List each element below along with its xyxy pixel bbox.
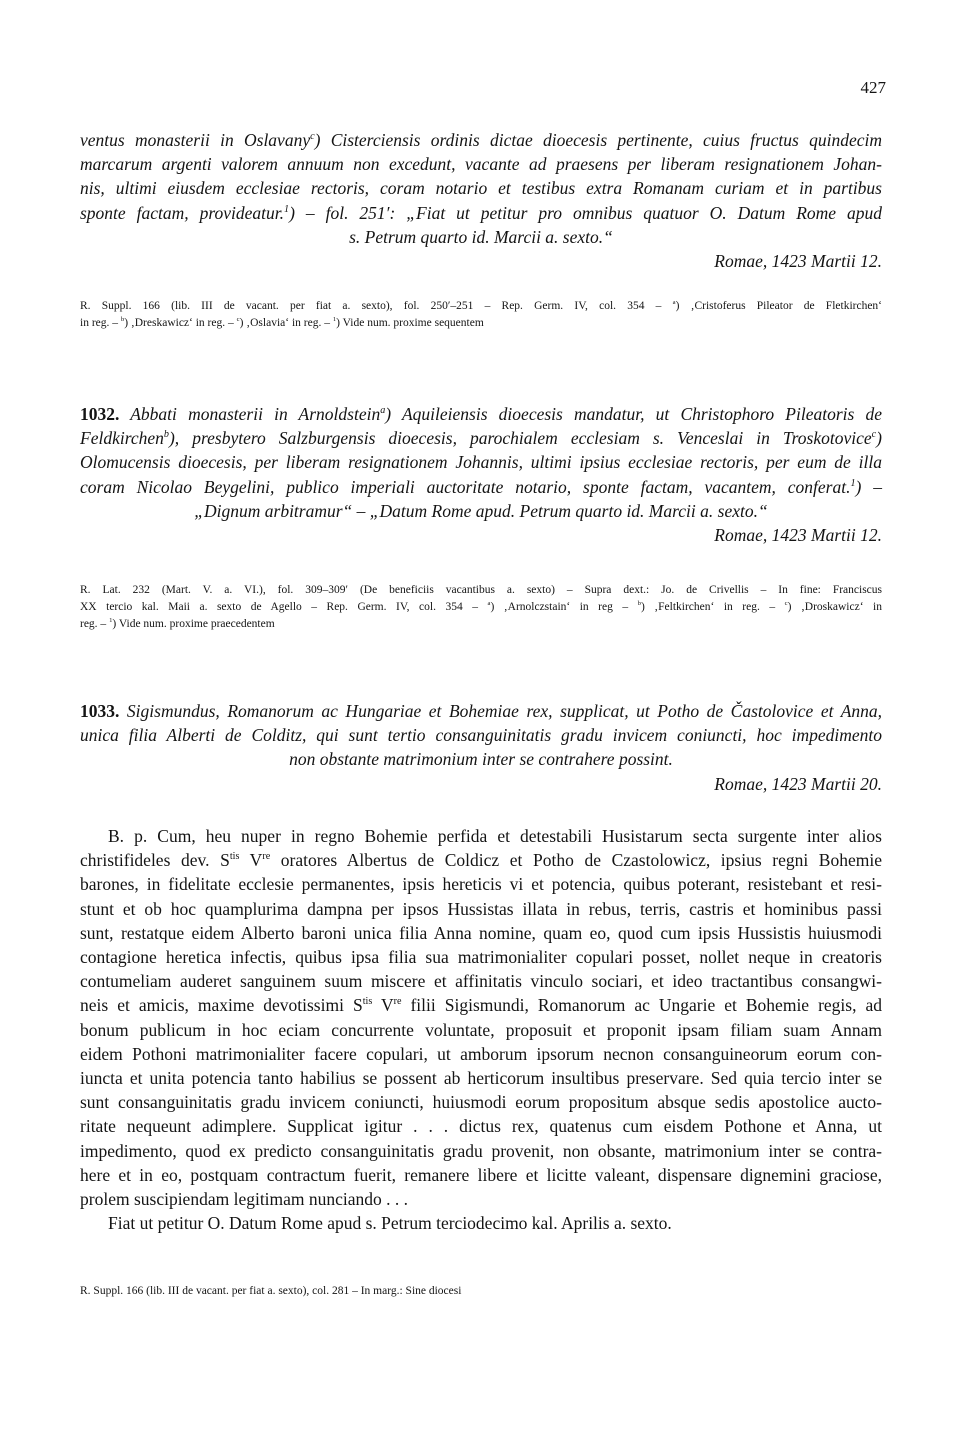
body-line: eidem Pothoni matrimonialiter facere copulari, ut amborum ipsorum necnon consanguineorum eorum con- — [80, 1043, 882, 1064]
footnote-block-1033 — [80, 1283, 882, 1300]
entry-text-line: coram Nicolao Beygelini, publico imperiali auctoritate notario, sponte factam, vacantem, conferat.$^1$) – — [80, 476, 882, 497]
body-line: iuncta et unita potencia tanto habilius se possent ab herticorum insultibus preservare. Sed quia tercio inter se — [80, 1068, 882, 1089]
entry-text-line: Olomucensis dioecesis, per liberam resignationem Johannis, ultimi ipsius ecclesiae rectoris, per eum de illa — [80, 452, 882, 473]
entry-1032 — [80, 402, 882, 547]
entry-date: Romae, 1423 Martii 20. — [714, 773, 882, 794]
entry-date: Romae, 1423 Martii 12. — [714, 251, 882, 272]
footnote-line: reg. – $^1$) Vide num. proxime praecedentem — [80, 617, 275, 630]
entry-text-line: 1032. Abbati monasterii in Arnoldstein$^a$) Aquileiensis dioecesis mandatur, ut Christophoro Pileatoris de — [80, 404, 883, 424]
body-line: sunt consanguinitatis gradu invicem coniuncti, huiusmodi eorum propositum absque sedis apostolice aucto- — [80, 1092, 882, 1113]
entry-1031-tail — [80, 128, 882, 273]
footnote-line: R. Lat. 232 (Mart. V. a. VI.), fol. 309–309′ (De beneficiis vacantibus a. sexto) – Supra dext.: Jo. de Crivellis – In fine: Franciscus — [80, 584, 882, 596]
entry-number: 1032. — [80, 404, 120, 424]
entry-1033 — [80, 699, 882, 796]
entry-text-line: s. Petrum quarto id. Marcii a. sexto.“ — [349, 226, 613, 247]
entry-number: 1033. — [80, 701, 120, 721]
body-line: contagione heretica infectis, quibus ipsa filia sua matrimonialiter copulari posset, nollet neque in creatoris — [80, 947, 882, 968]
entry-text-line: 1033. Sigismundus, Romanorum ac Hungariae et Bohemiae rex, supplicat, ut Potho de Častolovice et Anna, — [80, 701, 883, 721]
body-line: stunt et ob hoc quamplurima dampna per ipsos Hussistas illata in rebus, terris, castris et hominibus passi — [80, 898, 882, 919]
body-line: christifideles dev. $S^{tis}$ Vre oratores Albertus de Coldicz et Potho de Czastolowicz, ipsius regni Bohemie — [80, 850, 882, 871]
footnote-mark: 1 — [284, 203, 290, 215]
entry-text-line: unica filia Alberti de Colditz, qui sunt tertio consanguinitatis gradu invicem coniuncti, hoc impedimento — [80, 725, 882, 746]
body-line: prolem suscipiendam legitimam nunciando . . . — [80, 1189, 409, 1210]
footnote-block-1031 — [80, 298, 882, 332]
entry-text-line: ventus monasterii in Oslavany$^c$) Cisterciensis ordinis dictae dioecesis pertinente, cuius fructus quindecim — [80, 130, 883, 150]
body-line: sunt, restatque eidem Alberto baroni unica filia Anna nomine, quam eo, quod cum ipsis Hussistis huiusmodi — [80, 922, 882, 943]
entry-text-line: non obstante matrimonium inter se contrahere possint. — [289, 749, 673, 770]
footnote-mark: c — [310, 131, 315, 143]
body-line: ritate nequeunt adimplere. Supplicat igitur . . . dictus rex, quatenus cum eisdem Pothone et Anna, ut — [80, 1116, 882, 1137]
entry-text-line: nis, ultimi eiusdem ecclesiae rectoris, coram notario et testibus extra Romanam curiam et in partibus — [80, 178, 882, 199]
body-line: neis et amicis, maxime devotissimi $S^{tis}$ Vre filii Sigismundi, Romanorum ac Ungarie et Bohemie regis, ad — [80, 995, 882, 1016]
footnote-line: XX tercio kal. Maii a. sexto de Agello – Rep. Germ. IV, col. 354 – $^a$) ‚Arnolczstain‘ in reg – $^b$) ‚Feltkirchen‘ in reg. – $^c$) ‚Droskawicz‘ in — [80, 600, 882, 613]
page-number: 427 — [860, 78, 886, 97]
body-line: barones, in fidelitate ecclesie permanentes, ipsis hereticis vi et potencia, quibus poterant, resistebant et resi- — [80, 874, 882, 895]
body-line: bonum publicum in hoc eciam concurrente voluntate, proposuit et proponit ipsam filiam suam Annam — [80, 1019, 882, 1040]
entry-text-line: „Dignum arbitramur“ – „Datum Rome apud. Petrum quarto id. Marcii a. sexto.“ — [194, 500, 768, 521]
entry-text-line: sponte factam, provideatur.$^1$) – fol. 251′: „Fiat ut petitur pro omnibus quatuor O. Datum Rome apud — [80, 202, 883, 223]
entry-text-line: marcarum argenti valorem annuum non excedunt, vacante ad praesens per liberam resignationem Johan- — [80, 154, 882, 175]
entry-date: Romae, 1423 Martii 12. — [714, 525, 882, 546]
footnote-block-1032 — [80, 582, 882, 633]
footnote-line: R. Suppl. 166 (lib. III de vacant. per fiat a. sexto), fol. 250′–251 – Rep. Germ. IV, col. 354 – $^a$) ‚Cristoferus Pileator de Fletkirchen‘ — [80, 299, 883, 312]
entry-text-line: Feldkirchen$^b$), presbytero Salzburgensis dioecesis, parochialem ecclesiam s. Venceslai in Troskotovice$^c$) — [80, 428, 882, 449]
footnote-line: in reg. – $^b$) ‚Dreskawicz‘ in reg. – $^c$) ‚Oslavia‘ in reg. – $^1$) Vide num. proxime sequentem — [80, 316, 484, 329]
body-line: contumeliam auderet sanguinem suum miscere et affinitatis vinculo sociari, et ideo tractantibus consangwi- — [80, 971, 882, 992]
footnote-line: R. Suppl. 166 (lib. III de vacant. per fiat a. sexto), col. 281 – In marg.: Sine diocesi — [80, 1285, 462, 1297]
fiat-line: Fiat ut petitur O. Datum Rome apud s. Petrum terciodecimo kal. Aprilis a. sexto. — [108, 1213, 672, 1234]
body-line: B. p. Cum, heu nuper in regno Bohemie perfida et detestabili Husistarum secta surgente inter alios — [108, 826, 882, 846]
body-line: here et in eo, postquam contractum fuerit, remanere libere et licitte valeant, dispensare dignemini graciose, — [80, 1164, 882, 1185]
entry-1033-body — [80, 824, 882, 1235]
body-line: impedimento, quod ex predicto consanguinitatis gradu provenit, non obsante, matrimonium inter se contra- — [80, 1140, 882, 1161]
